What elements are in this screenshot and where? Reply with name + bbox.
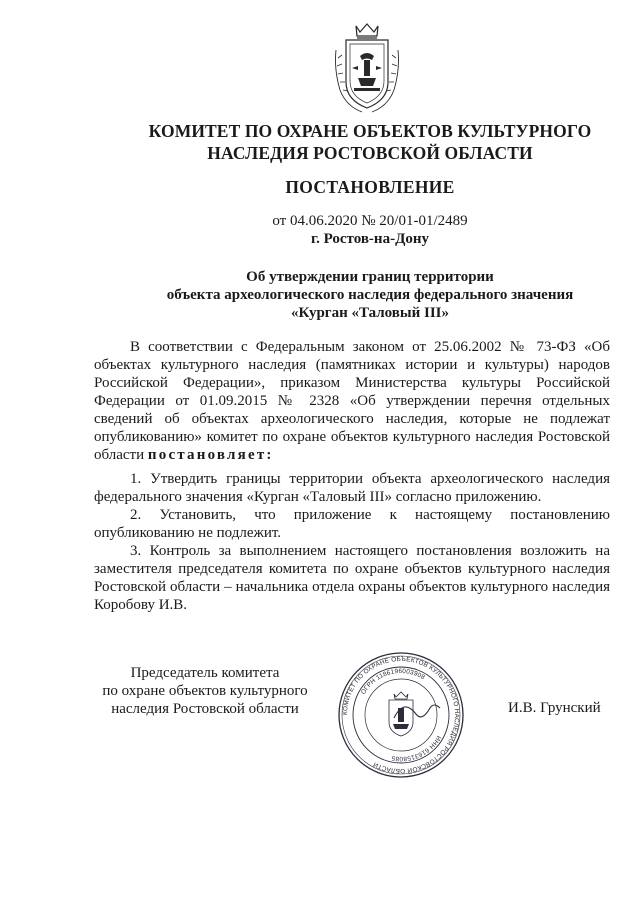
seal-inner-text: ОГРН 1186196003908 [359,667,427,696]
subject-line-2: объекта археологического наследия федерального значения [166,287,574,303]
item-1-paragraph: 1. Утвердить границы территории объекта археологического наследия федерального значения «Курган «Таловый III» согласно приложению. [94,471,610,505]
document-type: ПОСТАНОВЛЕНИЕ [285,177,455,197]
signer-title-line-1: Председатель комитета [130,665,280,681]
preamble-text: В соответствии с Федеральным законом от 25.06.2002 № 73-ФЗ «Об объектах культурного наследия (памятниках истории и культуры) народов Российской Федерации», приказом Министерства культуры Российской Федерации от 01.09.2015 № 2328 «Об утверждении перечня отдельных сведений об объектах археологического наследия, которые не подлежат опубликованию» комитет по охране объектов культурного наследия Ростовской области [94,339,610,463]
signer-name: И.В. Грунский [508,700,601,716]
signer-title [80,664,330,718]
resolves-word: постановляет: [147,447,274,463]
organization-name [100,120,640,164]
coat-of-arms-emblem [332,20,402,114]
seal-inn-text: ИНН 6163158085 [390,734,443,763]
org-line-1: КОМИТЕТ ПО ОХРАНЕ ОБЪЕКТОВ КУЛЬТУРНОГО [148,121,592,141]
signer-title-line-2: по охране объектов культурного [102,683,308,699]
seal-outer-text: КОМИТЕТ ПО ОХРАНЕ ОБЪЕКТОВ КУЛЬТУРНОГО НАСЛЕДИЯ РОСТОВСКОЙ ОБЛАСТИ [341,655,461,775]
document-subject [100,268,640,322]
date-number: от 04.06.2020 № 20/01-01/2489 [272,213,468,229]
subject-line-1: Об утверждении границ территории [246,269,494,285]
subject-line-3: «Курган «Таловый III» [290,305,450,321]
official-seal [336,650,466,780]
org-line-2: НАСЛЕДИЯ РОСТОВСКОЙ ОБЛАСТИ [207,143,533,163]
city: г. Ростов-на-Дону [310,231,430,247]
signer-title-line-3: наследия Ростовской области [111,701,299,717]
item-2-paragraph: 2. Установить, что приложение к настоящему постановлению опубликованию не подлежит. [94,507,610,541]
preamble-paragraph [94,338,610,464]
item-3-paragraph: 3. Контроль за выполнением настоящего постановления возложить на заместителя председателя комитета по охране объектов культурного наследия Ростовской области – начальника отдела охраны объектов культурного наследия Коробову И.В. [94,543,610,613]
